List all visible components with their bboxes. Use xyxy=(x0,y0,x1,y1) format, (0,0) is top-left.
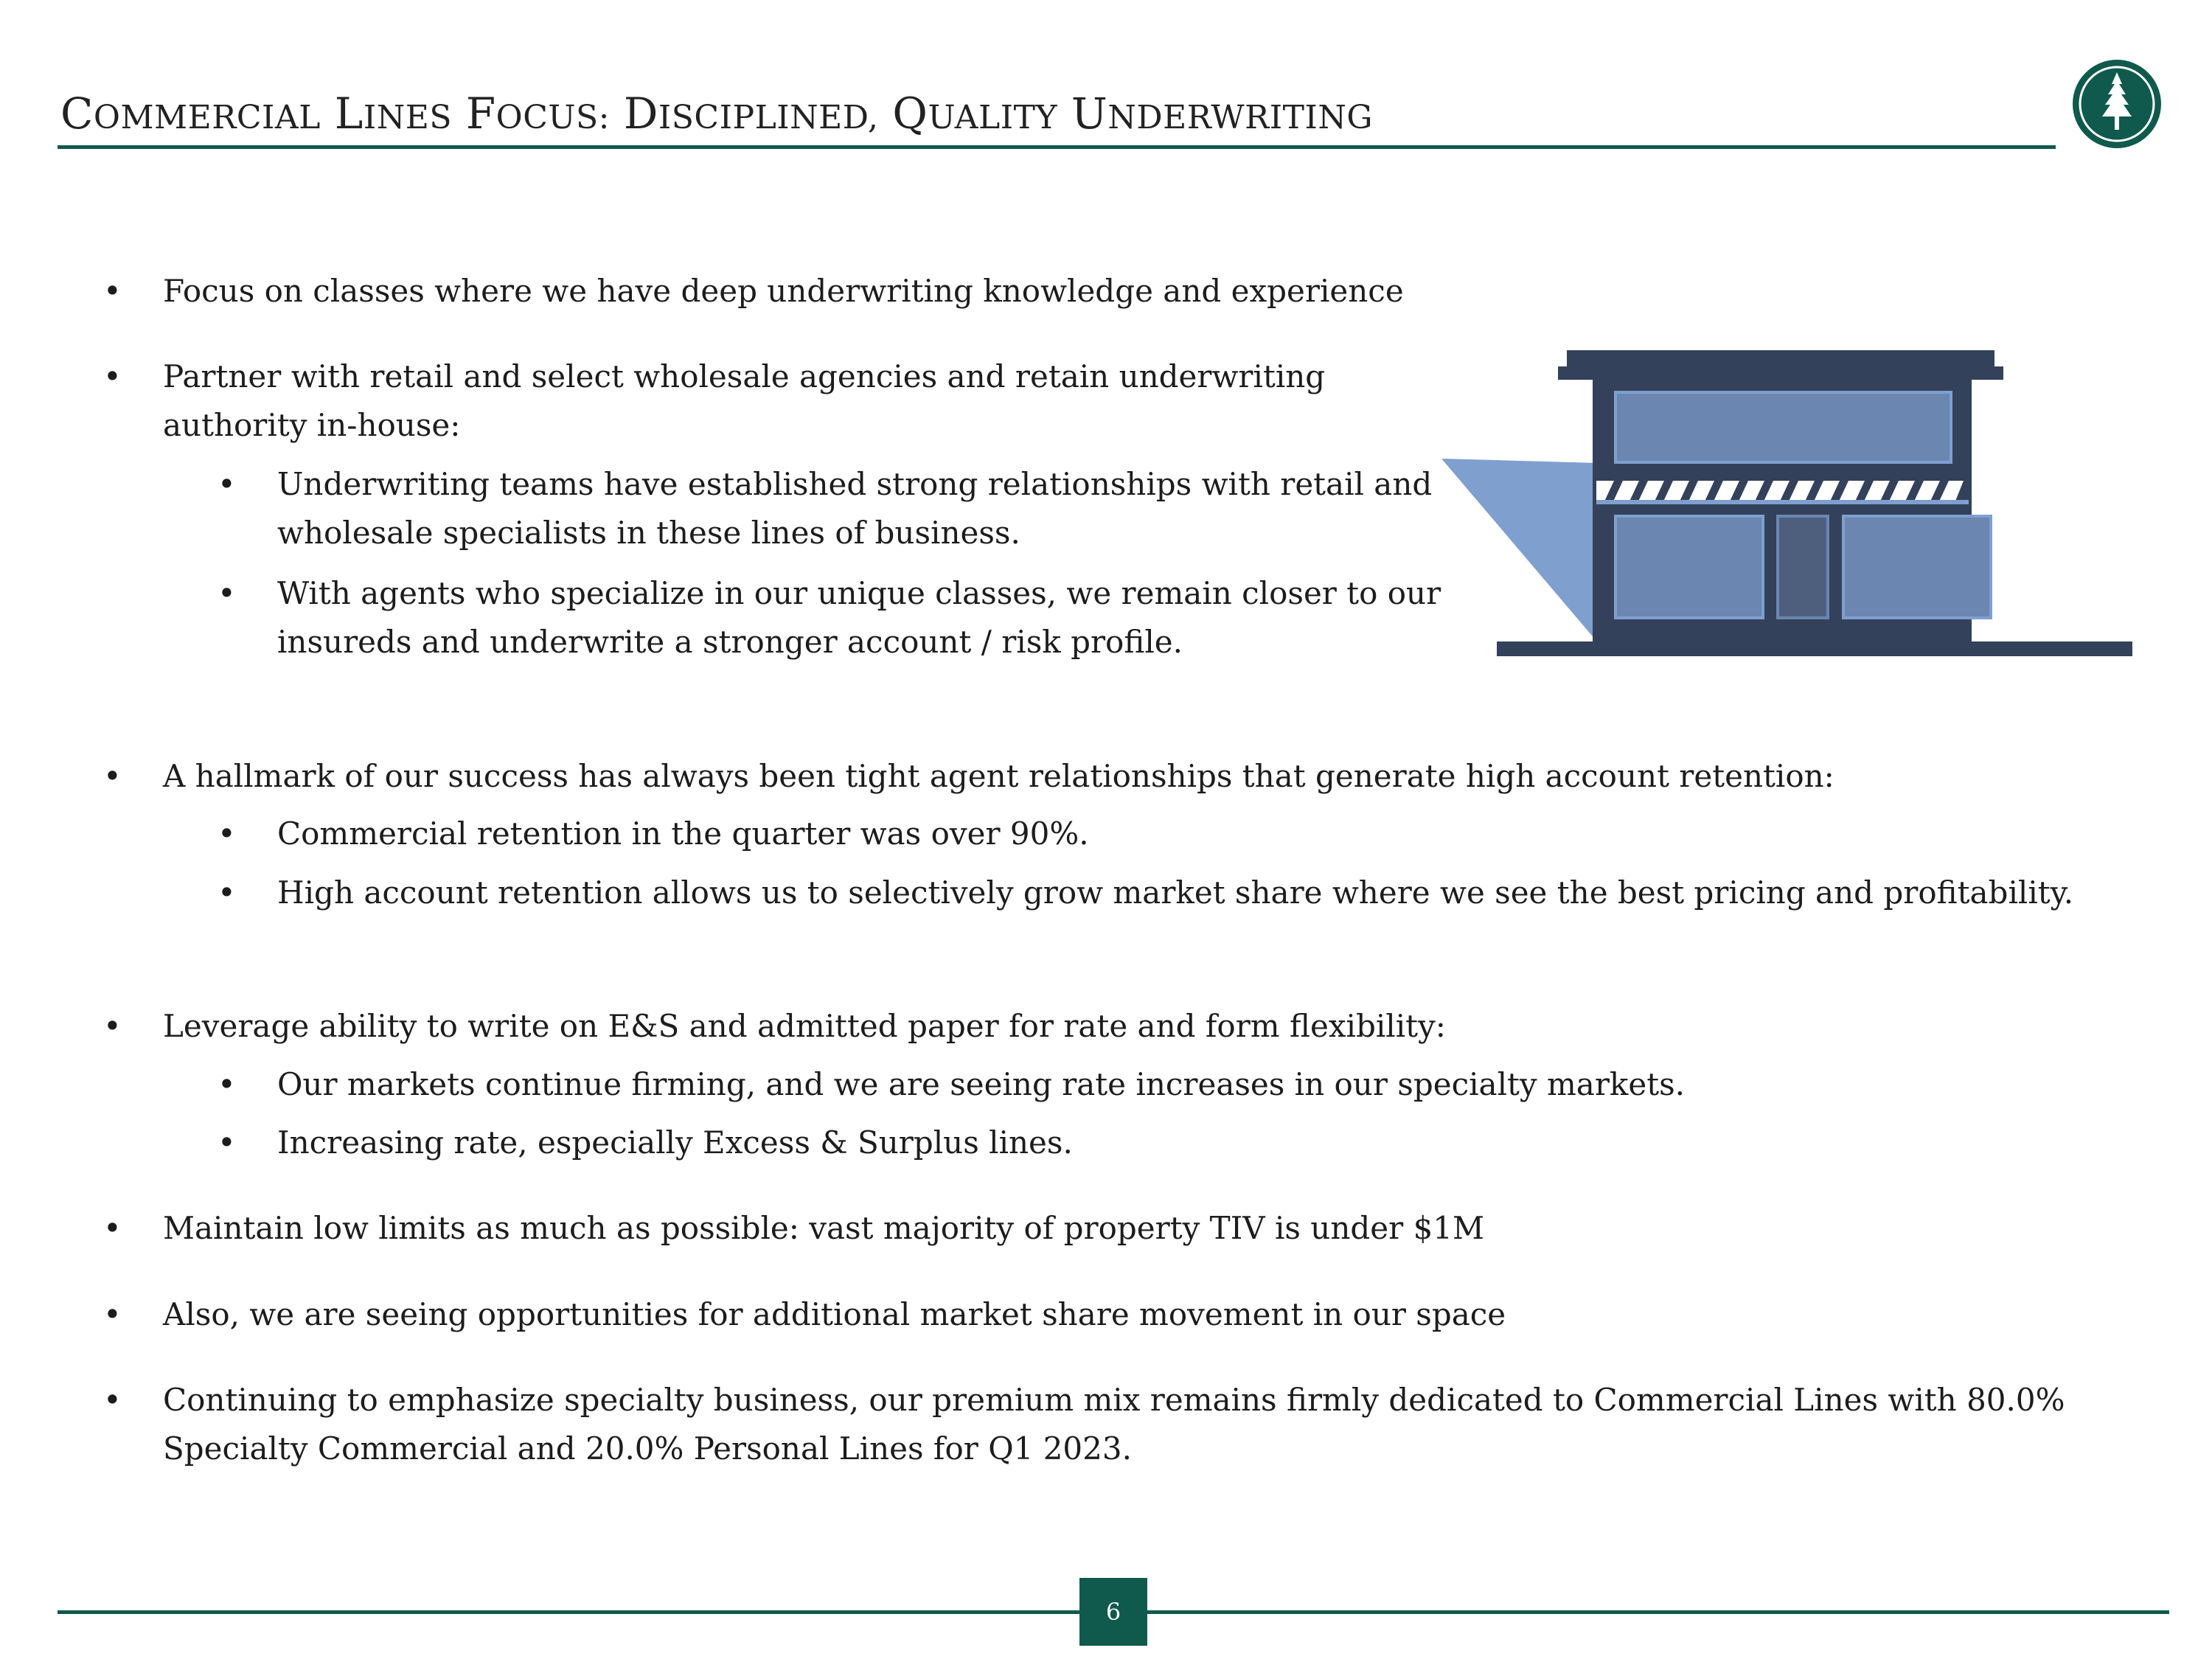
storefront-icon xyxy=(1441,347,2135,664)
bullet-es-admitted-paper: • Leverage ability to write on E&S and admitted paper for rate and form flexibility: xyxy=(103,1002,2124,1051)
subbullet-high-retention: • High account retention allows us to selectively grow market share where we see the best pricing and profitability. xyxy=(218,869,2143,917)
bullet-premium-mix: • Continuing to emphasize specialty business, our premium mix remains firmly dedicated to Commercial Lines with 80.0% Specialty Commercial and 20.0% Personal Lines for Q1 2023. xyxy=(103,1376,2124,1473)
subbullet-specialized-agents: • With agents who specialize in our unique classes, we remain closer to our insureds and underwrite a stronger account / risk profile. xyxy=(218,569,1531,667)
bullet-partner-agencies: • Partner with retail and select wholesale agencies and retain underwriting authority in-house: xyxy=(103,352,1461,450)
bullet-low-limits: • Maintain low limits as much as possible: vast majority of property TIV is under $1M xyxy=(103,1204,2124,1253)
footer-divider-right xyxy=(1147,1610,2169,1614)
subbullet-increasing-rate: • Increasing rate, especially Excess & Surplus lines. xyxy=(218,1119,2143,1167)
slide-title: COMMERCIAL LINES FOCUS: DISCIPLINED, QUALITY UNDERWRITING xyxy=(60,88,1373,139)
bullet-agent-relationships: • A hallmark of our success has always been tight agent relationships that generate high account retention: xyxy=(103,752,2124,801)
subbullet-markets-firming: • Our markets continue firming, and we are seeing rate increases in our specialty markets. xyxy=(218,1060,2143,1109)
subbullet-underwriting-teams: • Underwriting teams have established strong relationships with retail and wholesale specialists in these lines of business. xyxy=(218,460,1531,557)
bullet-list xyxy=(103,0,2138,1563)
footer-divider-left xyxy=(58,1610,1079,1614)
bullet-market-share: • Also, we are seeing opportunities for additional market share movement in our space xyxy=(103,1290,2124,1339)
subbullet-commercial-retention: • Commercial retention in the quarter was over 90%. xyxy=(218,810,2143,858)
bullet-focus-classes: • Focus on classes where we have deep underwriting knowledge and experience xyxy=(103,267,2124,316)
page-number: 6 xyxy=(1079,1578,1147,1646)
